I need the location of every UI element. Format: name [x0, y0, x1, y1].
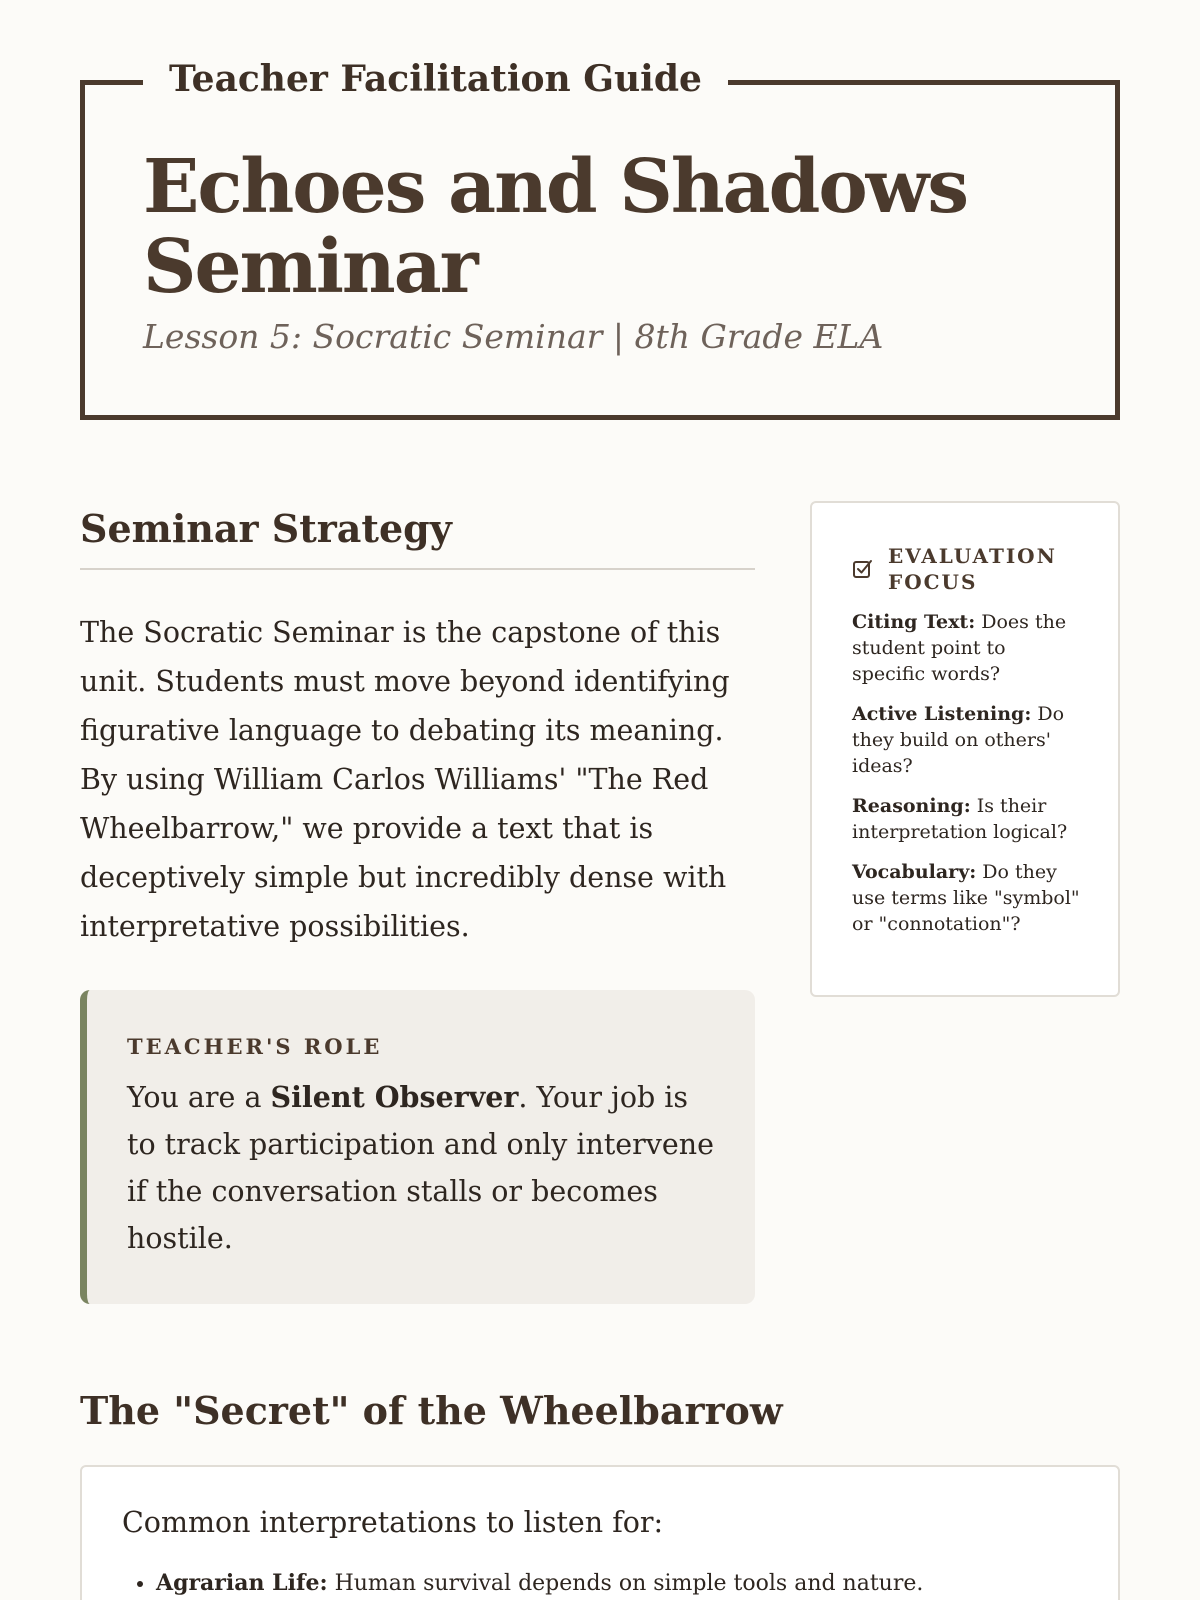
evaluation-term: Citing Text:	[852, 611, 976, 633]
evaluation-term: Vocabulary:	[852, 861, 977, 883]
evaluation-header	[852, 543, 1082, 595]
teacher-role-text	[127, 1074, 715, 1262]
list-item	[156, 1567, 1078, 1600]
interpretation-desc: Human survival depends on simple tools and nature.	[327, 1571, 924, 1596]
evaluation-item	[852, 859, 1082, 937]
role-text-after: . Your job is to track participation and only intervene if the conversation stalls or becomes hostile.	[127, 1081, 714, 1255]
evaluation-focus-card	[810, 501, 1120, 997]
evaluation-desc: Do they build on others' ideas?	[852, 703, 1065, 777]
evaluation-title: EVALUATION FOCUS	[888, 544, 1057, 594]
secret-heading: The "Secret" of the Wheelbarrow	[80, 1388, 783, 1433]
checkbox-icon	[852, 558, 874, 580]
evaluation-item	[852, 701, 1082, 779]
strategy-body: The Socratic Seminar is the capstone of this unit. Students must move beyond identifying figurative language to debating its meaning. By using William Carlos Williams' "The Red Wheelbarrow," we provide a text that is deceptively simple but incredibly dense with interpretative possibilities.	[80, 616, 730, 943]
evaluation-item	[852, 609, 1082, 687]
role-emphasis: Silent Observer	[270, 1080, 519, 1114]
interpretations-intro: Common interpretations to listen for:	[122, 1506, 664, 1539]
evaluation-desc: Is their interpretation logical?	[852, 795, 1068, 843]
interpretations-list	[122, 1567, 1078, 1600]
header-box	[80, 58, 1120, 420]
strategy-heading: Seminar Strategy	[80, 504, 755, 570]
teacher-role-label: TEACHER'S ROLE	[127, 1034, 383, 1059]
page-subtitle: Lesson 5: Socratic Seminar | 8th Grade ELA	[143, 317, 884, 356]
evaluation-desc: Does the student point to specific words?	[852, 611, 1067, 685]
role-text-before: You are a	[127, 1081, 271, 1114]
evaluation-desc: Do they use terms like "symbol" or "connotation"?	[852, 861, 1080, 935]
evaluation-item	[852, 793, 1082, 845]
page-title: Echoes and Shadows Seminar	[143, 144, 968, 310]
evaluation-term: Reasoning:	[852, 795, 971, 817]
evaluation-term: Active Listening:	[852, 703, 1032, 725]
teacher-role-callout	[80, 990, 755, 1304]
interpretations-box	[80, 1465, 1120, 1600]
interpretation-term: Agrarian Life:	[156, 1570, 328, 1596]
header-eyebrow: Teacher Facilitation Guide	[143, 53, 728, 105]
